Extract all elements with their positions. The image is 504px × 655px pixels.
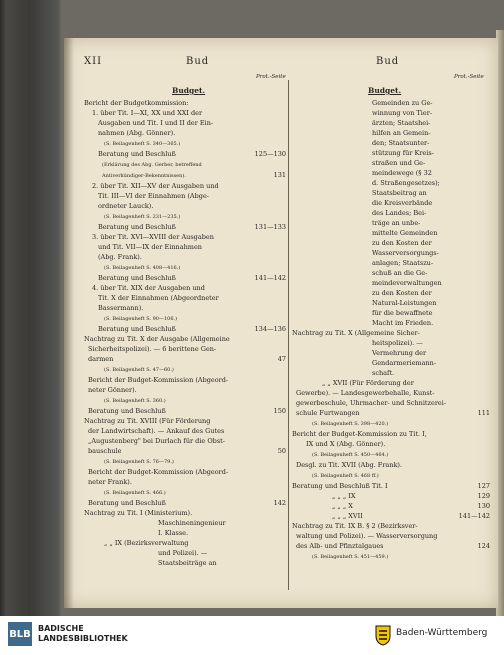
index-entry <box>84 446 286 456</box>
index-entry <box>84 232 286 242</box>
baden-wuerttemberg-emblem-icon <box>374 624 392 646</box>
entry-text: Beratung und Beschluß <box>98 150 176 158</box>
page-reference: 131 <box>273 171 286 179</box>
entry-text: neter Frank). <box>88 478 132 486</box>
entry-text: (Erklärung des Abg. Gerber, betreffend <box>102 162 202 168</box>
page-reference: 124 <box>477 542 490 550</box>
index-entry <box>84 354 286 364</box>
index-entry <box>292 501 490 511</box>
entry-text: meindewege (§ 32 <box>372 169 432 177</box>
entry-text: (S. Beilagenheft S. 398—420.) <box>312 421 389 427</box>
section-heading-right: Budget. <box>368 86 402 95</box>
index-entry <box>292 128 490 138</box>
index-entry <box>84 222 286 232</box>
page-reference: 141—142 <box>254 274 286 282</box>
entry-text: und Polizei). — <box>158 549 208 557</box>
index-entry <box>84 128 286 138</box>
entry-text: „ „ „ XVII <box>332 512 363 520</box>
index-entry <box>292 338 490 348</box>
page-reference: 111 <box>477 409 490 417</box>
index-entry <box>84 395 286 406</box>
entry-text: Antiverkündiger-Bekenntnissen). <box>102 173 186 179</box>
entry-text: I. Klasse. <box>158 529 189 537</box>
section-heading-left: Budget. <box>172 86 206 95</box>
entry-text: Staatsbeiträge an <box>158 559 217 567</box>
entry-text: Gewerbe). — Landesgewerbehalle, Kunst- <box>296 389 435 397</box>
entry-text: Sicherheitspolizei). — 6 berittene Gen- <box>88 345 217 353</box>
index-entry <box>292 368 490 378</box>
entry-text: (S. Beilagenheft S. 90—106.) <box>104 316 178 322</box>
column-label-right: Prot.-Seite <box>454 74 484 80</box>
entry-text: Desgl. zu Tit. XVII (Abg. Frank). <box>296 461 403 469</box>
page-reference: 134—136 <box>254 325 286 333</box>
entry-text: 1. über Tit. I—XI, XX und XXI der <box>92 109 203 117</box>
index-entry <box>292 378 490 388</box>
entry-text: ärzten; Staatshei- <box>372 119 431 127</box>
entry-text: Nachtrag zu Tit. XVIII (Für Förderung <box>84 417 211 425</box>
index-entry <box>292 470 490 481</box>
index-entry <box>84 456 286 467</box>
entry-text: IX und X (Abg. Gönner). <box>306 440 386 448</box>
entry-text: straßen und Ge- <box>372 159 426 167</box>
entry-text: Staatsbeitrag an <box>372 189 427 197</box>
running-title-left: Bud <box>186 56 210 67</box>
index-entry <box>292 168 490 178</box>
index-entry <box>84 211 286 222</box>
index-entry <box>292 208 490 218</box>
index-entry <box>84 385 286 395</box>
index-entry <box>84 528 286 538</box>
index-entry <box>84 406 286 416</box>
index-entry <box>84 262 286 273</box>
entry-text: Beratung und Beschluß <box>88 407 166 415</box>
index-entry <box>84 498 286 508</box>
entry-text: heitspolizei). — <box>372 339 423 347</box>
entry-text: „ „ IX (Bezirksverwaltung <box>104 539 189 547</box>
entry-text: gewerbeschule, Uhrmacher- und Schnitzerei- <box>296 399 447 407</box>
index-column-right <box>292 98 490 562</box>
entry-text: (S. Beilagenheft S. 450—464.) <box>312 452 389 458</box>
entry-text: zu den Kosten der <box>372 289 432 297</box>
index-entry <box>292 318 490 328</box>
entry-text: (S. Beilagenheft S. 451—459.) <box>312 554 389 560</box>
entry-text: stützung für Kreis- <box>372 149 434 157</box>
index-entry <box>84 242 286 252</box>
index-entry <box>292 398 490 408</box>
column-label-left: Prot.-Seite <box>256 74 286 80</box>
entry-text: (S. Beilagenheft S. 466.) <box>104 490 166 496</box>
index-entry <box>84 518 286 528</box>
index-entry <box>84 118 286 128</box>
index-entry <box>292 278 490 288</box>
index-entry <box>84 138 286 149</box>
entry-text: Beratung und Beschluß <box>88 499 166 507</box>
index-column-left <box>84 98 286 568</box>
footer-bar <box>0 616 504 655</box>
index-entry <box>84 344 286 354</box>
index-entry <box>292 408 490 418</box>
entry-text: Tit. X der Einnahmen (Abgeordneter <box>98 294 219 302</box>
entry-text: (S. Beilagenheft S. 468 ff.) <box>312 473 379 479</box>
index-entry <box>84 558 286 568</box>
index-entry <box>292 98 490 108</box>
index-entry <box>84 149 286 159</box>
index-entry <box>84 170 286 181</box>
index-entry <box>84 313 286 324</box>
running-title-right: Bud <box>376 56 400 67</box>
entry-text: und Tit. VII—IX der Einnahmen <box>98 243 202 251</box>
entry-text: (S. Beilagenheft S. 231—235.) <box>104 214 181 220</box>
index-entry <box>292 148 490 158</box>
entry-text: Bassermann). <box>98 304 144 312</box>
page-reference: 127 <box>477 482 490 490</box>
entry-text: Wasserversorgungs- <box>372 249 439 257</box>
index-entry <box>84 467 286 477</box>
page-reference: 131—133 <box>254 223 286 231</box>
index-entry <box>292 439 490 449</box>
entry-text: 4. über Tit. XIX der Ausgaben und <box>92 284 205 292</box>
index-entry <box>292 298 490 308</box>
index-entry <box>292 491 490 501</box>
index-entry <box>84 334 286 344</box>
index-entry <box>84 538 286 548</box>
index-entry <box>84 273 286 283</box>
index-entry <box>84 324 286 334</box>
index-entry <box>292 429 490 439</box>
index-entry <box>84 426 286 436</box>
entry-text: des Alb- und Pfinztalgaues <box>296 542 384 550</box>
page-spine-shadow <box>64 38 74 608</box>
entry-text: (S. Beilagenheft S. 47—60.) <box>104 367 174 373</box>
index-entry <box>292 198 490 208</box>
index-entry <box>292 328 490 338</box>
index-entry <box>84 364 286 375</box>
page-reference: 150 <box>273 407 286 415</box>
index-entry <box>84 508 286 518</box>
entry-text: die Kreisverbände <box>372 199 433 207</box>
index-entry <box>292 178 490 188</box>
page-reference: 125—130 <box>254 150 286 158</box>
entry-text: (S. Beilagenheft S. 360.) <box>104 398 166 404</box>
index-entry <box>84 252 286 262</box>
index-entry <box>84 159 286 170</box>
index-entry <box>84 201 286 211</box>
entry-text: (S. Beilagenheft S. 76—79.) <box>104 459 174 465</box>
index-entry <box>292 108 490 118</box>
entry-text: Tit. III—VI der Einnahmen (Abge- <box>98 192 209 200</box>
entry-text: träge an unbe- <box>372 219 421 227</box>
entry-text: anlagen; Staatszu- <box>372 259 434 267</box>
index-entry <box>84 436 286 446</box>
entry-text: schule Furtwangen <box>296 409 360 417</box>
entry-text: Bericht der Budget-Kommission zu Tit. I, <box>292 430 427 438</box>
index-entry <box>84 191 286 201</box>
entry-text: der Landwirtschaft). — Ankauf des Gutes <box>88 427 225 435</box>
index-entry <box>292 449 490 460</box>
page-reference: 129 <box>477 492 490 500</box>
index-entry <box>292 218 490 228</box>
index-entry <box>84 487 286 498</box>
entry-text: 3. über Tit. XVI—XVIII der Ausgaben <box>92 233 214 241</box>
page-reference: 47 <box>277 355 286 363</box>
entry-text: „Augustenberg" bei Durlach für die Obst- <box>88 437 225 445</box>
index-entry <box>84 181 286 191</box>
index-entry <box>84 98 286 108</box>
entry-text: Bericht der Budget-Kommission (Abgeord- <box>88 376 229 384</box>
index-entry <box>292 460 490 470</box>
entry-text: Gemeinden zu Ge- <box>372 99 433 107</box>
index-entry <box>292 138 490 148</box>
entry-text: schaft. <box>372 369 395 377</box>
entry-text: hilfen an Gemein- <box>372 129 431 137</box>
entry-text: den; Staatsunter- <box>372 139 430 147</box>
entry-text: Vermehrung der <box>372 349 427 357</box>
entry-text: mittelte Gemeinden <box>372 229 438 237</box>
index-entry <box>292 248 490 258</box>
entry-text: Bericht der Budgetkommission: <box>84 99 189 107</box>
entry-text: Nachtrag zu Tit. IX B. § 2 (Bezirksver- <box>292 522 418 530</box>
entry-text: Beratung und Beschluß Tit. I <box>292 482 388 490</box>
index-entry <box>292 288 490 298</box>
index-entry <box>292 511 490 521</box>
entry-text: Gendarmeriemann- <box>372 359 437 367</box>
entry-text: Macht im Frieden. <box>372 319 434 327</box>
entry-text: (S. Beilagenheft S. 408—416.) <box>104 265 181 271</box>
entry-text: neter Gönner). <box>88 386 137 394</box>
entry-text: „ „ „ IX <box>332 492 356 500</box>
entry-text: Beratung und Beschluß <box>98 223 176 231</box>
index-entry <box>292 268 490 278</box>
page-number: XII <box>84 56 103 67</box>
state-name: Baden-Württemberg <box>396 628 488 638</box>
index-entry <box>292 521 490 531</box>
index-entry <box>292 118 490 128</box>
index-entry <box>292 531 490 541</box>
entry-text: Beratung und Beschluß <box>98 274 176 282</box>
entry-text: für die bewaffnete <box>372 309 433 317</box>
index-entry <box>292 308 490 318</box>
entry-text: winnung von Tier- <box>372 109 433 117</box>
entry-text: Nachtrag zu Tit. I (Ministerium). <box>84 509 193 517</box>
entry-text: schuß an die Ge- <box>372 269 428 277</box>
index-entry <box>292 228 490 238</box>
entry-text: Natural-Leistungen <box>372 299 437 307</box>
entry-text: waltung und Polizei). — Wasserversorgung <box>296 532 438 540</box>
entry-text: meindeverwaltungen <box>372 279 442 287</box>
index-entry <box>84 375 286 385</box>
entry-text: Nachtrag zu Tit. X (Allgemeine Sicher- <box>292 329 420 337</box>
entry-text: „ „ „ X <box>332 502 353 510</box>
index-entry <box>292 388 490 398</box>
page-reference: 130 <box>477 502 490 510</box>
index-entry <box>292 258 490 268</box>
index-entry <box>292 188 490 198</box>
index-entry <box>84 477 286 487</box>
entry-text: 2. über Tit. XII—XV der Ausgaben und <box>92 182 219 190</box>
entry-text: Nachtrag zu Tit. X der Ausgabe (Allgemeine <box>84 335 230 343</box>
entry-text: zu den Kosten der <box>372 239 432 247</box>
index-entry <box>84 283 286 293</box>
index-entry <box>84 108 286 118</box>
entry-text: Beratung und Beschluß <box>98 325 176 333</box>
index-entry <box>292 238 490 248</box>
entry-text: „ „ XVII (Für Förderung der <box>322 379 414 387</box>
index-entry <box>292 348 490 358</box>
blb-logo: BLB <box>8 622 32 646</box>
entry-text: des Landes; Bei- <box>372 209 427 217</box>
index-entry <box>84 293 286 303</box>
entry-text: (Abg. Frank). <box>98 253 142 261</box>
index-entry <box>292 418 490 429</box>
column-divider <box>288 80 289 590</box>
index-entry <box>292 481 490 491</box>
index-entry <box>292 158 490 168</box>
index-entry <box>84 416 286 426</box>
index-entry <box>84 303 286 313</box>
entry-text: Ausgaben und Tit. I und II der Ein- <box>98 119 214 127</box>
entry-text: Bericht der Budget-Kommission (Abgeord- <box>88 468 229 476</box>
entry-text: bauschule <box>88 447 122 455</box>
page-reference: 141—142 <box>458 512 490 520</box>
index-entry <box>292 541 490 551</box>
entry-text: darmen <box>88 355 114 363</box>
library-name: BADISCHE LANDESBIBLIOTHEK <box>38 624 128 643</box>
index-entry <box>292 358 490 368</box>
entry-text: Maschineningenieur <box>158 519 226 527</box>
entry-text: (S. Beilagenheft S. 340—365.) <box>104 141 181 147</box>
page-reference: 142 <box>273 499 286 507</box>
page-reference: 50 <box>277 447 286 455</box>
entry-text: d. Straßengesetzes); <box>372 179 440 187</box>
entry-text: ordneter Lauck). <box>98 202 154 210</box>
index-entry <box>84 548 286 558</box>
entry-text: nahmen (Abg. Gönner). <box>98 129 176 137</box>
index-entry <box>292 551 490 562</box>
